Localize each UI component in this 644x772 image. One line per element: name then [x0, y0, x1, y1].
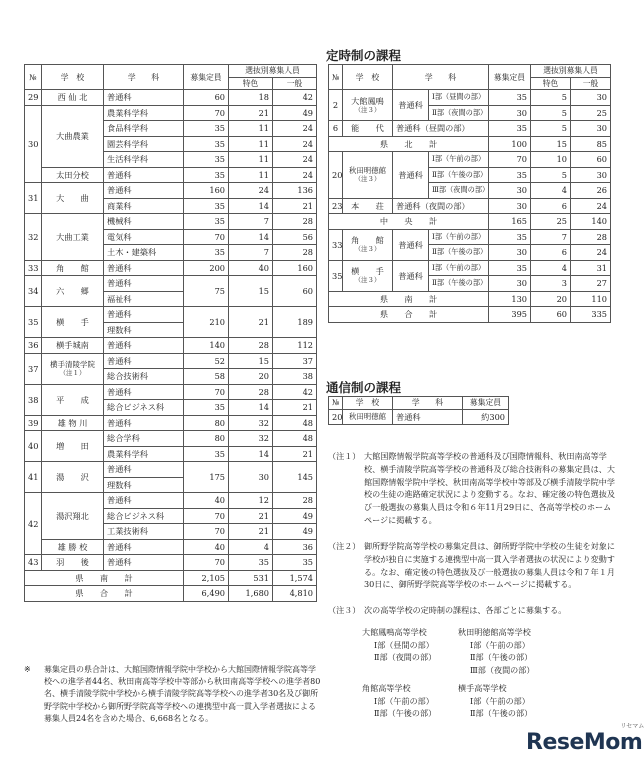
table-row: 2 大館鳳鳴 （注３） 普通科 Ⅰ部（昼間の部） 35 5 30 — [329, 90, 611, 106]
table-row: 園芸科学科 35 11 24 — [25, 136, 317, 152]
table-row: 29 西 仙 北 普通科 60 18 42 — [25, 90, 317, 106]
note-2: （注２） 御所野学院高等学校の募集定員は、御所野学院中学校の生徒を対象に学校が独自に実施する連携型中高一貫入学者選抜の状況により変動する。なお、確定後の特色選抜及び一般選抜の募集人員は令和７年１月30日に、御所野学院高等学校のホームページに掲載する。 — [328, 541, 615, 590]
table-row: Ⅲ部（夜間の部） 30 4 26 — [329, 183, 611, 199]
table-row: 食品科学科 35 11 24 — [25, 121, 317, 137]
table-row: 20 秋田明徳館 普通科 約300 — [329, 409, 509, 425]
table-row: 総合技術科 58 20 38 — [25, 369, 317, 385]
kenpoku-row: 県 北 計 100 15 85 — [329, 136, 611, 152]
header-selection: 選抜別募集人員 — [229, 65, 317, 78]
table-row: 35 横 手 （注３） 普通科 Ⅰ部（午前の部） 35 4 31 — [329, 260, 611, 276]
table-row: Ⅱ部（午後の部） 35 5 30 — [329, 167, 611, 183]
header-general: 一般 — [273, 77, 317, 90]
table-row: Ⅱ部（夜間の部） 30 5 25 — [329, 105, 611, 121]
table-row: 20 秋田明徳館 （注３） 普通科 Ⅰ部（午前の部） 70 10 60 — [329, 152, 611, 168]
table-row: 34 六 郷 普通科 75 15 60 — [25, 276, 317, 292]
teijisei-title: 定時制の課程 — [326, 48, 402, 63]
table-row: 40 増 田 総合学科 80 32 48 — [25, 431, 317, 447]
table-row: Ⅱ部（午後の部） 30 6 24 — [329, 245, 611, 261]
table-row: 41 湯 沢 普通科 175 30 145 — [25, 462, 317, 478]
footnote-text: 募集定員の県合計は、大館国際情報学院中学校から大館国際情報学院高等学校への進学者44名、秋田南高等学校中等部から秋田南高等学校への進学者80名、横手清陵学院中学校から横手清陵学院高等学校への進学者30名及び御所野学院中学校から御所野学院高等学校への連携型中高一貫入学者選抜による募集人員24名を含めた場合、6,668名となる。 — [44, 665, 321, 723]
kennan-row: 県 南 計 130 20 110 — [329, 291, 611, 307]
table-row: 6 能 代 普通科（昼間の部） 35 5 30 — [329, 121, 611, 137]
header-capacity: 募集定員 — [184, 65, 229, 90]
note-3: （注３） 次の高等学校の定時制の課程は、各部ごとに募集する。 — [328, 605, 567, 615]
table-row: 福祉科 — [25, 291, 317, 307]
table-row: 電気科 70 14 56 — [25, 229, 317, 245]
table-row: 理数科 — [25, 477, 317, 493]
table-row: 総合ビジネス科 35 14 21 — [25, 400, 317, 416]
total-row: 県 合 計 6,490 1,680 4,810 — [25, 586, 317, 602]
teijisei-table: № 学 校 学 科 募集定員 選抜別募集人員 特色 一般 2 大館鳳鳴 （注３） 普通科 Ⅰ部（昼間の部） 35 5 30 Ⅱ部（夜間の部） 30 5 25 6 能 代 普通科（昼間の部） 35 5 30 県 北 計 100 15 85 20 秋田明徳館 （注３） 普通科 Ⅰ部（午前の部） 70 10 60 Ⅱ部（午後の部） 35 5 30 Ⅲ部（夜間の部） 30 4 26 23 本 荘 普通科（夜間の部） 30 6 24 中 央 計 165 25 140 33 角 館 （注３） 普通科 Ⅰ部（午前の部） 35 7 28 Ⅱ部（午後の部） 30 6 24 35 横 手 （注３） 普通科 Ⅰ部（午前の部） 35 4 31 Ⅱ部（午後の部） 30 3 27 県 南 計 130 20 110 県 合 計 395 60 335 — [328, 64, 610, 323]
footnote-mark: ※ — [24, 665, 31, 674]
table-row: 商業科 35 14 21 — [25, 198, 317, 214]
table-row: 31 大 曲 普通科 160 24 136 — [25, 183, 317, 199]
table-row: 土木・建築科 35 7 28 — [25, 245, 317, 261]
table-row: 工業技術科 70 21 49 — [25, 524, 317, 540]
table-row: 雄 勝 校 普通科 40 4 36 — [25, 539, 317, 555]
table-row: 43 羽 後 普通科 70 35 35 — [25, 555, 317, 571]
header-special: 特色 — [229, 77, 273, 90]
table-row: 32 大曲工業 機械科 35 7 28 — [25, 214, 317, 230]
table-row: 37 横手清陵学院 （注１） 普通科 52 15 37 — [25, 353, 317, 369]
table-row: 太田分校 普通科 35 11 24 — [25, 167, 317, 183]
table-row: Ⅱ部（午後の部） 30 3 27 — [329, 276, 611, 292]
zennichisei-table — [24, 64, 316, 602]
table-row: 42 湯沢翔北 普通科 40 12 28 — [25, 493, 317, 509]
header-school: 学 校 — [42, 65, 104, 90]
table-row: 38 平 成 普通科 70 28 42 — [25, 384, 317, 400]
table-row: 35 横 手 普通科 210 21 189 — [25, 307, 317, 323]
tsushin-title: 通信制の課程 — [326, 380, 402, 395]
header-no: № — [25, 65, 42, 90]
chuo-row: 中 央 計 165 25 140 — [329, 214, 611, 230]
table-row: 33 角 館 普通科 200 40 160 — [25, 260, 317, 276]
note-1: （注１） 大館国際情報学院高等学校の普通科及び国際情報科、秋田南高等学校、横手清陵学院高等学校の普通科及び総合技術科の募集定員は、大館国際情報学院中学校、秋田南高等学校中等部及び横手清陵学院中学校の生徒の進路確定状況により変動する。なお、確定後の特色選抜及び一般選抜の募集人員は令和６年11月29日に、各高等学校のホームページに掲載する。 — [328, 451, 615, 525]
school-list-meitokukan: 秋田明徳館高等学校 Ⅰ部（午前の部） Ⅱ部（午後の部） Ⅲ部（夜間の部） — [458, 627, 535, 675]
table-row: 農業科学科 35 14 21 — [25, 446, 317, 462]
subtotal-row: 県 南 計 2,105 531 1,574 — [25, 570, 317, 586]
table-row: 33 角 館 （注３） 普通科 Ⅰ部（午前の部） 35 7 28 — [329, 229, 611, 245]
table-row: 生活科学科 35 11 24 — [25, 152, 317, 168]
table-row: 30 大曲農業 農業科学科 70 21 49 — [25, 105, 317, 121]
teijisei-total-row: 県 合 計 395 60 335 — [329, 307, 611, 323]
table-row: 23 本 荘 普通科（夜間の部） 30 6 24 — [329, 198, 611, 214]
school-list-kakunodate: 角館高等学校 Ⅰ部（午前の部） Ⅱ部（午後の部） — [362, 683, 437, 719]
table-row: 36 横手城南 普通科 140 28 112 — [25, 338, 317, 354]
table-row: 総合ビジネス科 70 21 49 — [25, 508, 317, 524]
resemom-logo: ReseMom リセマム — [526, 723, 644, 755]
header-dept: 学 科 — [104, 65, 184, 90]
footnote — [24, 664, 322, 725]
table-row: 39 雄 物 川 普通科 80 32 48 — [25, 415, 317, 431]
school-list-odate: 大館鳳鳴高等学校 Ⅰ部（昼間の部） Ⅱ部（夜間の部） — [362, 627, 437, 663]
table-row: 理数科 — [25, 322, 317, 338]
school-list-yokote: 横手高等学校 Ⅰ部（午前の部） Ⅱ部（午後の部） — [458, 683, 533, 719]
tsushin-table: № 学 校 学 科 募集定員 20 秋田明徳館 普通科 約300 — [328, 396, 508, 425]
